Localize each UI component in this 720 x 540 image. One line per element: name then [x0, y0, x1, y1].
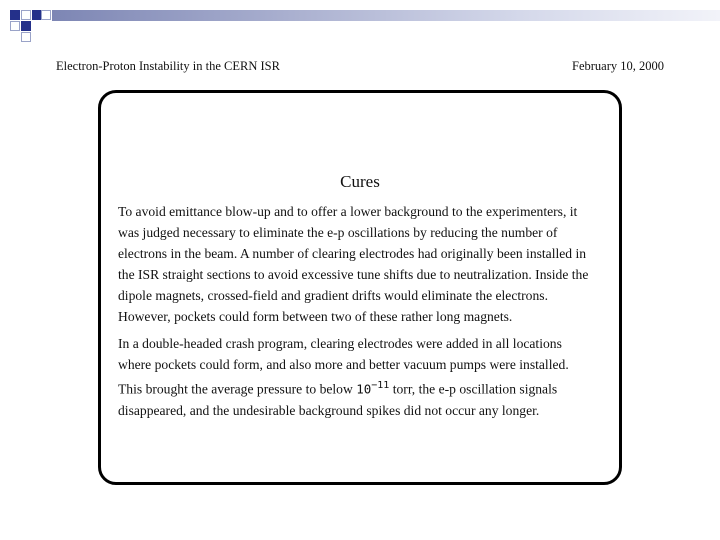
paragraph-2-before: In a double-headed crash program, clearing electrodes were added in all locations where pockets could form, and also more and better vacuum pumps were installed. This brought the average pressure to below	[118, 336, 569, 397]
slide-body	[118, 201, 596, 427]
pressure-base: 10	[356, 381, 372, 397]
gradient-strip	[52, 10, 720, 21]
decor-square-light	[10, 21, 20, 31]
decor-square-light	[21, 32, 31, 42]
slide-title: Cures	[340, 172, 380, 191]
decor-square-light	[41, 10, 51, 20]
document-title: Electron-Proton Instability in the CERN ISR	[56, 59, 280, 73]
decor-square-dark	[21, 21, 31, 31]
pressure-exponent: −11	[371, 380, 390, 391]
decorative-header-bar	[0, 0, 720, 42]
decor-square-light	[21, 10, 31, 20]
document-date: February 10, 2000	[572, 59, 664, 73]
decor-square-dark	[10, 10, 20, 20]
paragraph-2	[118, 333, 596, 421]
paragraph-2-after: torr, the e-p oscillation signals disappeared, and the undesirable background spikes did not occur any longer.	[118, 381, 558, 418]
paragraph-1: To avoid emittance blow-up and to offer a lower background to the experimenters, it was judged necessary to eliminate the e-p oscillations by reducing the number of electrons in the beam. A number of clearing electrodes had originally been installed in the ISR straight sections to avoid excessive tune shifts due to neutralization. Inside the dipole magnets, crossed-field and gradient drifts would eliminate the electrons. However, pockets could form between two of these rather long magnets.	[118, 204, 589, 324]
